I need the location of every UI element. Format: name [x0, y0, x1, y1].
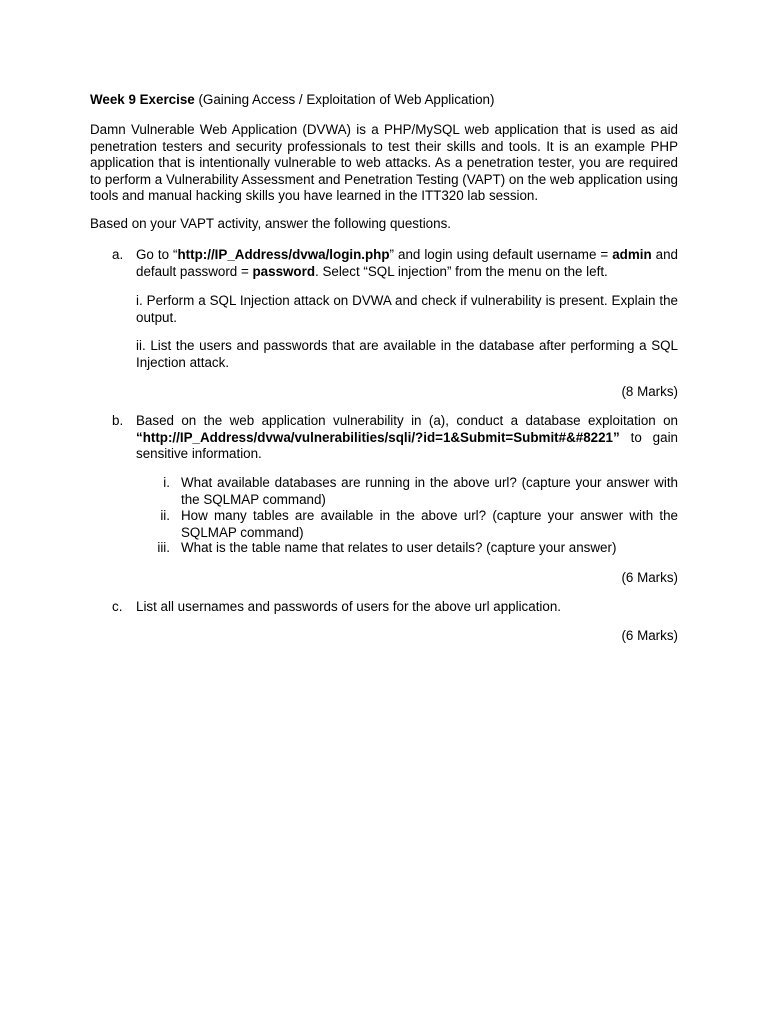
item-text: What is the table name that relates to user details? (capture your answer) [181, 540, 617, 555]
question-c-marks: (6 Marks) [621, 628, 678, 643]
qa-password: password [252, 263, 316, 279]
question-a-letter: a. [112, 247, 124, 262]
qa-part1: Go to “ [136, 247, 178, 262]
item-text: How many tables are available in the above url? (capture your answer with the SQLMAP command) [181, 508, 678, 540]
qa-username: admin [612, 247, 652, 262]
question-b-marks: (6 Marks) [621, 570, 678, 585]
qa-part2: ” and login using default username = [389, 247, 613, 262]
question-a-ii: ii. List the users and passwords that are available in the database after performing a SQL Injection attack. [136, 338, 678, 370]
item-number: iii. [157, 540, 170, 555]
item-text: What available databases are running in the above url? (capture your answer with the SQLMAP command) [181, 475, 678, 507]
question-a-text [136, 247, 678, 280]
qa-part3: and default password = [136, 247, 678, 279]
title-bold: Week 9 Exercise [90, 92, 195, 107]
intro-paragraph: Damn Vulnerable Web Application (DVWA) is a PHP/MySQL web application that is used as aid penetration testers and security professionals to test their skills and tools. It is an example PHP application that is intentionally vulnerable to web attacks. As a penetration tester, you are required to perform a Vulnerability Assessment and Penetration Testing (VAPT) on the web application using tools and manual hacking skills you have learned in the ITT320 lab session. [90, 122, 678, 203]
title-rest: (Gaining Access / Exploitation of Web Application) [194, 92, 495, 107]
item-number: ii. [160, 508, 170, 523]
qa-part4: . Select “SQL injection” from the menu on the left. [315, 263, 608, 279]
question-b-text [136, 413, 678, 463]
instructions-paragraph: Based on your VAPT activity, answer the following questions. [90, 216, 451, 231]
question-c-letter: c. [112, 599, 123, 614]
question-a-i: i. Perform a SQL Injection attack on DVWA and check if vulnerability is present. Explain the output. [136, 293, 678, 325]
item-number: i. [163, 475, 170, 490]
question-c-text: List all usernames and passwords of users for the above url application. [136, 599, 562, 614]
qb-part2: to gain sensitive information. [136, 429, 678, 461]
qb-url: “http://IP_Address/dvwa/vulnerabilities/sqli/?id=1&Submit=Submit#&#8221” [136, 429, 620, 445]
qa-url: http://IP_Address/dvwa/login.php [177, 247, 390, 262]
qb-part1: Based on the web application vulnerability in (a), conduct a database exploitation on [136, 413, 678, 428]
exercise-title [90, 92, 678, 109]
question-a-marks: (8 Marks) [621, 384, 678, 399]
question-b-letter: b. [112, 413, 124, 428]
